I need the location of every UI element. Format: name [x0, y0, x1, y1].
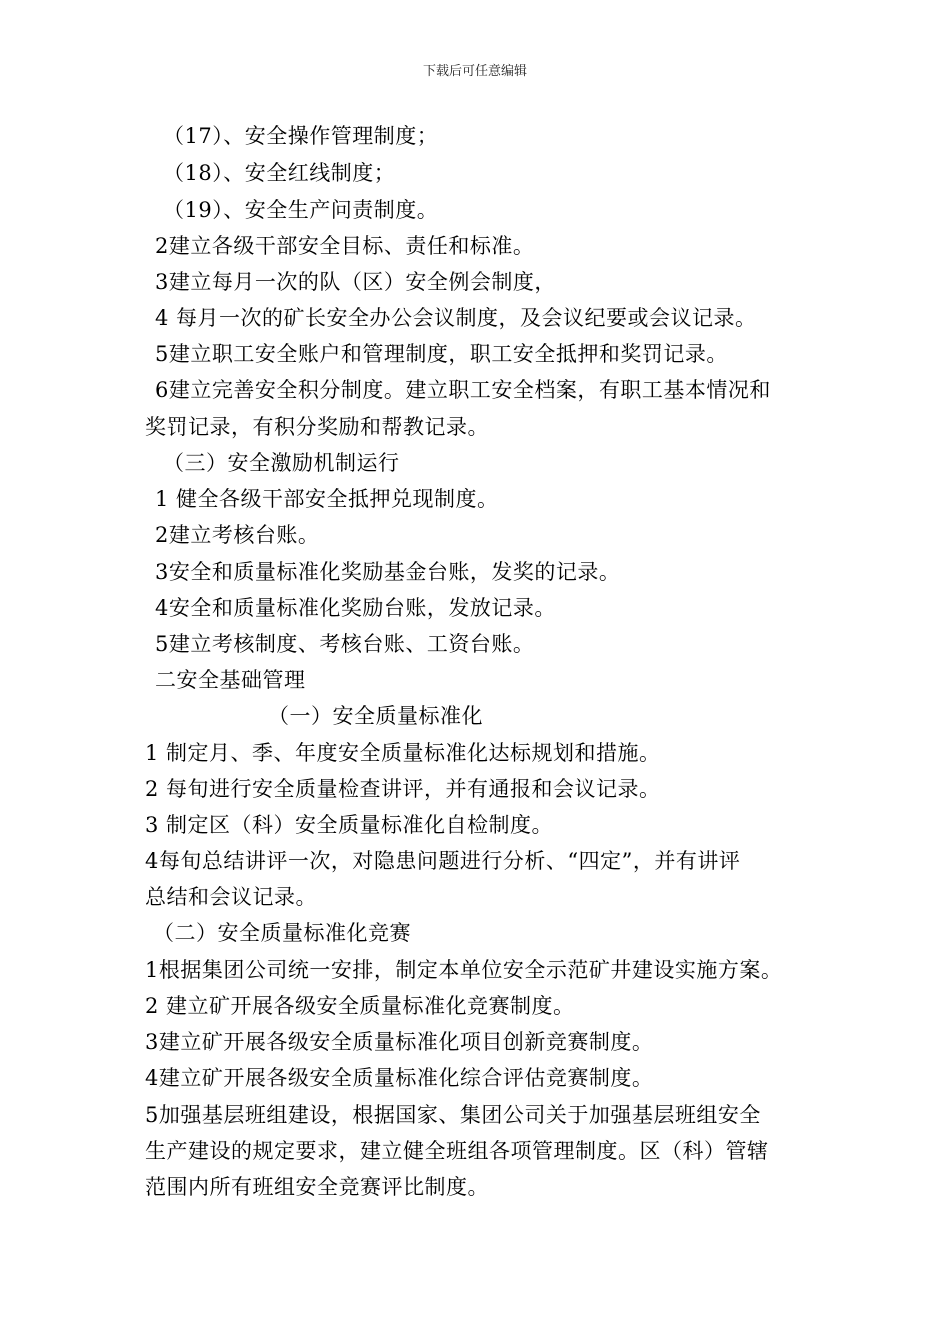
text-line: 1 制定月、季、年度安全质量标准化达标规划和措施。 — [145, 741, 661, 765]
text-line: 1 健全各级干部安全抵押兑现制度。 — [155, 487, 499, 511]
text-line: 6建立完善安全积分制度。建立职工安全档案，有职工基本情况和 — [155, 378, 771, 402]
text-line: （二）安全质量标准化竞赛 — [153, 921, 411, 945]
text-line: 4每旬总结讲评一次，对隐患问题进行分析、“四定”，并有讲评 — [145, 849, 741, 873]
text-line: 范围内所有班组安全竞赛评比制度。 — [145, 1175, 489, 1199]
text-line: 总结和会议记录。 — [145, 885, 317, 909]
text-line: 3 制定区（科）安全质量标准化自检制度。 — [145, 813, 554, 837]
text-line: 生产建设的规定要求，建立健全班组各项管理制度。区（科）管辖 — [145, 1139, 769, 1163]
text-line: （19）、安全生产问责制度。 — [163, 198, 439, 222]
text-line: 5建立职工安全账户和管理制度，职工安全抵押和奖罚记录。 — [155, 342, 728, 366]
text-line: 5建立考核制度、考核台账、工资台账。 — [155, 632, 535, 656]
text-line: 2 建立矿开展各级安全质量标准化竞赛制度。 — [145, 994, 575, 1018]
text-line: （18）、安全红线制度； — [163, 161, 396, 185]
text-line: （三）安全激励机制运行 — [163, 451, 400, 475]
text-line: （17）、安全操作管理制度； — [163, 124, 439, 148]
text-line: （一）安全质量标准化 — [268, 704, 483, 728]
text-line: 2建立各级干部安全目标、责任和标准。 — [155, 234, 535, 258]
text-line: 1根据集团公司统一安排，制定本单位安全示范矿井建设实施方案。 — [145, 958, 783, 982]
text-line: 奖罚记录，有积分奖励和帮教记录。 — [145, 415, 489, 439]
text-line: 3建立每月一次的队（区）安全例会制度， — [155, 270, 556, 294]
text-line: 4建立矿开展各级安全质量标准化综合评估竞赛制度。 — [145, 1066, 654, 1090]
text-line: 3建立矿开展各级安全质量标准化项目创新竞赛制度。 — [145, 1030, 654, 1054]
text-line: 4安全和质量标准化奖励台账，发放记录。 — [155, 596, 556, 620]
text-line: 4 每月一次的矿长安全办公会议制度，及会议纪要或会议记录。 — [155, 306, 757, 330]
page-header-note: 下载后可任意编辑 — [422, 64, 527, 79]
text-line: 2建立考核台账。 — [155, 523, 320, 547]
text-line: 5加强基层班组建设，根据国家、集团公司关于加强基层班组安全 — [145, 1103, 761, 1127]
text-line: 二安全基础管理 — [155, 668, 306, 692]
text-line: 2 每旬进行安全质量检查讲评，并有通报和会议记录。 — [145, 777, 661, 801]
text-line: 3安全和质量标准化奖励基金台账，发奖的记录。 — [155, 560, 621, 584]
